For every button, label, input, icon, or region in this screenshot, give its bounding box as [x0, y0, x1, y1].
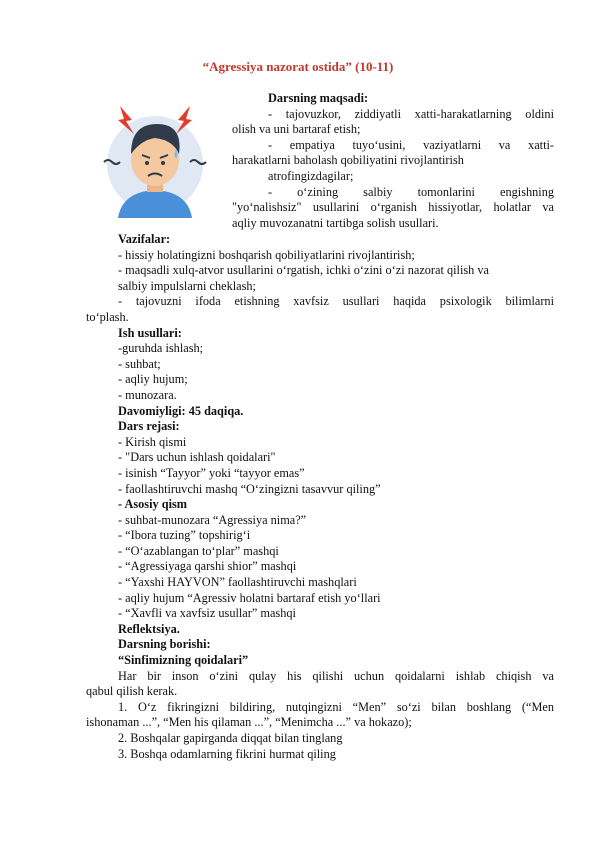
usul-item: -guruhda ishlash;	[118, 341, 204, 356]
refleksiya: Reflektsiya.	[118, 621, 180, 636]
vazifa-item: salbiy impulslarni cheklash;	[118, 278, 256, 293]
body-line: Har bir inson o‘zini qulay his qilishi uchun qoidalarni ishlab chiqish va	[118, 668, 554, 683]
body-line: qabul qilish kerak.	[86, 684, 178, 699]
usul-item: - munozara.	[118, 387, 177, 402]
reja-item: - "Dars uchun ishlash qoidalari"	[118, 450, 276, 465]
reja-item: - “Ibora tuzing” topshirig‘i	[118, 528, 251, 543]
vazifalar-heading: Vazifalar:	[118, 232, 171, 246]
document-body	[86, 232, 554, 762]
reja-item: - “Yaxshi HAYVON” faollashtiruvchi mashqlari	[118, 575, 357, 590]
reja-item: - faollashtiruvchi mashq “O‘zingizni tasavvur qiling”	[118, 481, 381, 496]
maqsad-line: - o‘zining salbiy tomonlarini engishning	[268, 185, 554, 199]
reja-item: - Kirish qismi	[118, 434, 187, 449]
reja-item: - “O‘azablangan to‘plar” mashqi	[118, 543, 279, 558]
reja-item: - “Agressiyaga qarshi shior” mashqi	[118, 559, 297, 574]
reja-item: - isinish “Tayyor” yoki “tayyor emas”	[118, 465, 305, 480]
vazifa-item: - hissiy holatingizni boshqarish qobiliyatlarini rivojlantirish;	[118, 247, 415, 262]
document-title: “Agressiya nazorat ostida” (10-11)	[202, 59, 394, 74]
maqsad-line: harakatlarni baholash qobiliyatini rivojlantirish	[232, 153, 464, 167]
stressed-person-illustration	[86, 100, 224, 218]
asosiy-qism-heading: - Asosiy qism	[118, 497, 188, 512]
body-line: 3. Boshqa odamlarning fikrini hurmat qiling	[118, 746, 336, 761]
body-line: 2. Boshqalar gapirganda diqqat bilan tinglang	[118, 731, 343, 745]
body-line: 1. O‘z fikringizni bildiring, nutqingizni “Men” so‘zi bilan boshlang (“Men	[118, 699, 554, 714]
maqsad-heading: Darsning maqsadi:	[268, 91, 369, 105]
usullar-heading: Ish usullari:	[118, 325, 182, 340]
maqsad-line: - tajovuzkor, ziddiyatli xatti-harakatlarning oldini	[268, 107, 554, 121]
vazifa-item: - tajovuzni ifoda etishning xavfsiz usullari haqida psixologik bilimlarni	[118, 294, 554, 309]
reja-item: - aqliy hujum “Agressiv holatni bartaraf etish yo‘llari	[118, 590, 381, 605]
reja-item: - suhbat-munozara “Agressiya nima?”	[118, 512, 307, 527]
qoidalar-heading: “Sinfimizning qoidalari”	[118, 653, 249, 668]
body-line: ishonaman ...”, “Men his qilaman ...”, “Menimcha ...” va hokazo);	[86, 715, 412, 730]
usul-item: - suhbat;	[118, 356, 161, 371]
maqsad-line: - empatiya tuyo‘usini, vaziyatlarni va xatti-	[268, 138, 554, 152]
davomiyligi: Davomiyligi: 45 daqiqa.	[118, 403, 244, 418]
reja-item: - “Xavfli va xavfsiz usullar” mashqi	[118, 606, 296, 621]
borishi-heading: Darsning borishi:	[118, 637, 211, 652]
maqsad-line: atrofingizdagilar;	[268, 169, 354, 183]
usul-item: - aqliy hujum;	[118, 372, 188, 387]
vazifa-item: to‘plash.	[86, 309, 129, 324]
maqsad-line: "yo‘nalishsiz" usullarini o‘rganish hissiyotlar, holatlar va	[232, 200, 554, 214]
maqsad-line: olish va uni bartaraf etish;	[232, 122, 361, 136]
maqsad-line: aqliy muvozanatni tartibga solish usullari.	[232, 216, 439, 230]
vazifa-item: - maqsadli xulq-atvor usullarini o‘rgatish, ichki o‘zini o‘zi nazorat qilish va	[118, 263, 489, 278]
reja-heading: Dars rejasi:	[118, 419, 180, 434]
